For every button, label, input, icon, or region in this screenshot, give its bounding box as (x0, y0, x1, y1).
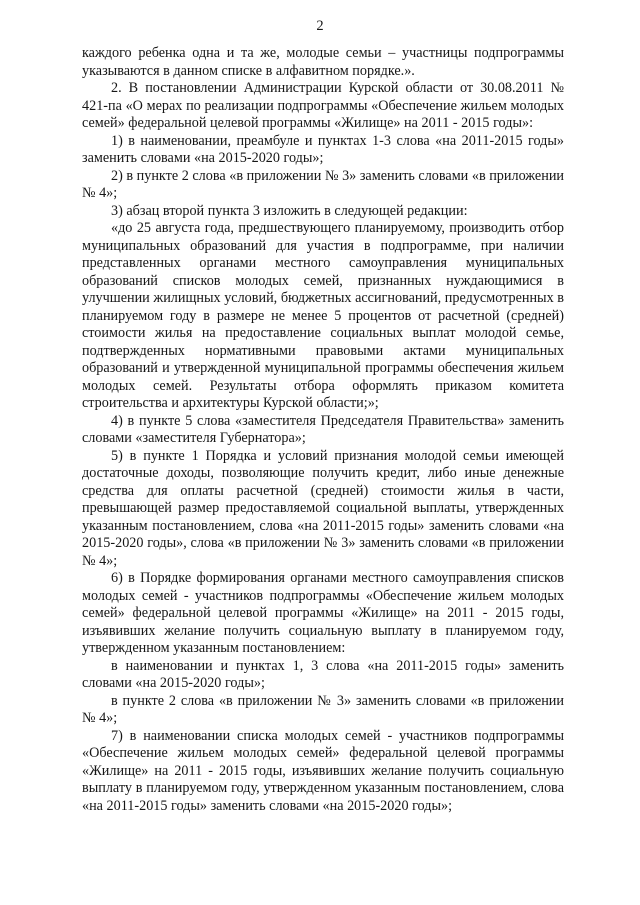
paragraph-item-2: 2) в пункте 2 слова «в приложении № 3» заменить словами «в приложении № 4»; (82, 167, 564, 201)
page-number: 2 (316, 18, 324, 34)
paragraph-item-6: 6) в Порядке формирования органами местного самоуправления списков молодых семей - участников подпрограммы «Обеспечение жильем молодых семей» федеральной целевой программы «Жилище» на 2011 - 2015 годы, изъявивших желание получить социальную выплату в планируемом году, утвержденном указанным постановлением: (82, 570, 564, 656)
paragraph-item-5: 5) в пункте 1 Порядка и условий признания молодой семьи имеющей достаточные доходы, позволяющие получить кредит, либо иные денежные средства для оплаты расчетной (средней) стоимости жилья в части, превышающей размер предоставляемой социальной выплаты, утвержденных указанным постановлением, слова «на 2011-2015 годы» заменить словами «на 2015-2020 годы», слова «в приложении № 3» заменить словами «в приложении № 4»; (82, 447, 564, 569)
paragraph-item-1: 1) в наименовании, преамбуле и пунктах 1-3 слова «на 2011-2015 годы» заменить словами «на 2015-2020 годы»; (82, 132, 564, 166)
paragraph-item-3-text: «до 25 августа года, предшествующего планируемому, производить отбор муниципальных образований для участия в подпрограмме, при наличии представленных органами местного самоуправления муниципальных образований списков молодых семей, признанных нуждающимися в улучшении жилищных условий, бюджетных ассигнований, предусмотренных в планируемом году в размере не менее 5 процентов от расчетной (средней) стоимости жилья на предоставление социальных выплат молодой семье, подтвержденных нормативными правовыми актами муниципальных образований и утвержденной муниципальной программы обеспечения жильем молодых семей. Результаты отбора оформлять приказом комитета строительства и архитектуры Курской области;»; (82, 220, 564, 411)
paragraph-item-4: 4) в пункте 5 слова «заместителя Председателя Правительства» заменить словами «заместителя Губернатора»; (82, 412, 564, 446)
paragraph-item-3: 3) абзац второй пункта 3 изложить в следующей редакции: (111, 202, 468, 219)
paragraph-section-2: 2. В постановлении Администрации Курской области от 30.08.2011 № 421-па «О мерах по реализации подпрограммы «Обеспечение жильем молодых семей» федеральной целевой программы «Жилище» на 2011 - 2015 годы»: (82, 80, 564, 131)
paragraph-item-6-b: в пункте 2 слова «в приложении № 3» заменить словами «в приложении № 4»; (82, 692, 564, 726)
paragraph-continuation: каждого ребенка одна и та же, молодые семьи – участницы подпрограммы указываются в данном списке в алфавитном порядке.». (82, 45, 564, 79)
document-body (82, 45, 564, 815)
paragraph-item-7: 7) в наименовании списка молодых семей - участников подпрограммы «Обеспечение жильем молодых семей» федеральной целевой программы «Жилище» на 2011 - 2015 годы, изъявивших желание получить социальную выплату в планируемом году, утвержденном указанным постановлением, слова «на 2011-2015 годы» заменить словами «на 2015-2020 годы»; (82, 727, 564, 814)
paragraph-item-6-a: в наименовании и пунктах 1, 3 слова «на 2011-2015 годы» заменить словами «на 2015-2020 годы»; (82, 657, 564, 691)
